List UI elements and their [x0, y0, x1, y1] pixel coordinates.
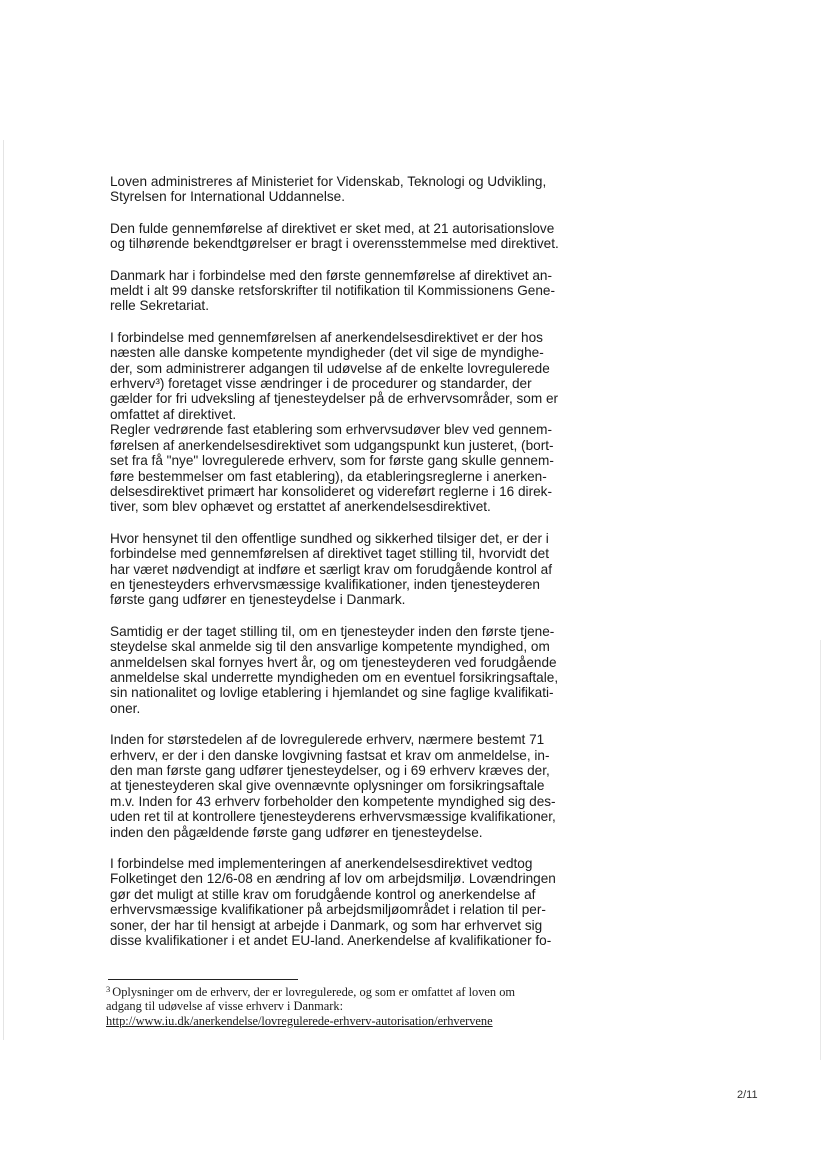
- scan-edge-right: [820, 640, 821, 1060]
- paragraph-notification: Danmark har i forbindelse med den første gennemførelse af direktivet an- meldt i alt 99 danske retsforskrifter til notifikation til Kommissionens Gene- relle Sekretariat.: [110, 267, 555, 314]
- page-number: 2/11: [737, 1089, 758, 1101]
- paragraph-establishment-rules: Regler vedrørende fast etablering som erhvervsudøver blev ved gennem- førelsen af anerkendelsesdirektivet som udgangspunkt kun justeret, (bort- set fra få "nye" lovregulerede erhverv, som for første gang skulle gennem- føre bestemmelser om fast etablering), da etableringsreglerne i anerken- delsesdirektivet primært har konsolideret og videreført reglerne i 16 direk- tiver, som blev ophævet og erstattet af anerkendelsesdirektivet.: [110, 422, 554, 515]
- footnote-marker: 3: [106, 984, 111, 994]
- paragraph-administration: Loven administreres af Ministeriet for Videnskab, Teknologi og Udvikling, Styrelsen for International Uddannelse.: [110, 174, 547, 205]
- document-body: [110, 174, 568, 964]
- paragraph-public-health: Hvor hensynet til den offentlige sundhed og sikkerhed tilsiger det, er der i forbindelse med gennemførelsen af direktivet taget stilling til, hvorvidt det har været nødvendigt at indføre et særligt krav om forudgående kontrol af en tjenesteyders erhvervsmæssige kvalifikationer, inden tjenesteyderen første gang udfører en tjenesteydelse i Danmark.: [110, 530, 553, 608]
- paragraph-work-environment: I forbindelse med implementeringen af anerkendelsesdirektivet vedtog Folketinget den 12/6-08 en ændring af lov om arbejdsmiljø. Lovændringen gør det muligt at stille krav om forudgående kontrol og anerkendelse af erhvervsmæssige kvalifikationer på arbejdsmiljøområdet i relation til per- soner, der har til hensigt at arbejde i Danmark, og som har erhvervet sig disse kvalifikationer i et andet EU-land. Anerkendelse af kvalifikationer fo-: [110, 856, 556, 949]
- footnote-divider: [108, 979, 298, 980]
- paragraph-competent-authorities: I forbindelse med gennemførelsen af anerkendelsesdirektivet er der hos næsten alle danske kompetente myndigheder (det vil sige de myndighe- der, som administrerer adgangen til udøvelse af de enkelte lovregulerede erhverv³) foretaget visse ændringer i de procedurer og standarder, der gælder for fri udveksling af tjenesteydelser på de erhvervsområder, som er omfattet af direktivet.: [110, 329, 559, 422]
- paragraph-declaration: Samtidig er der taget stilling til, om en tjenesteyder inden den første tjene- steydelse skal anmelde sig til den ansvarlige kompetente myndighed, om anmeldelsen skal fornyes hvert år, og om tjenesteyderen ved forudgående anmeldelse skal underrette myndigheden om en eventuel forsikringsaftale, sin nationalitet og lovlige etablering i hjemlandet og sine faglige kvalifikati- oner.: [110, 623, 559, 716]
- paragraph-regulated-professions: Inden for størstedelen af de lovregulerede erhverv, nærmere bestemt 71 erhverv, er der i den danske lovgivning fastsat et krav om anmeldelse, in- den man første gang udfører tjenesteydelser, og i 69 erhverv kræves der, at tjenesteyderen skal give ovennævnte oplysninger om forsikringsaftale m.v. Inden for 43 erhverv forbeholder den kompetente myndighed sig des- uden ret til at kontrollere tjenesteyderens erhvervsmæssige kvalifikationer, inden den pågældende første gang udfører en tjenesteydelse.: [110, 732, 556, 840]
- scan-edge-left: [3, 140, 4, 1040]
- footnote-text: Oplysninger om de erhverv, der er lovregulerede, og som er omfattet af loven om adgang til udøvelse af visse erhverv i Danmark:: [106, 985, 516, 1014]
- paragraph-implementation: Den fulde gennemførelse af direktivet er sket med, at 21 autorisationslove og tilhørende bekendtgørelser er bragt i overensstemmelse med direktivet.: [110, 220, 559, 252]
- footnote-link[interactable]: http://www.iu.dk/anerkendelse/lovregulerede-erhverv-autorisation/erhvervene: [106, 1013, 493, 1028]
- footnote: [106, 985, 566, 1028]
